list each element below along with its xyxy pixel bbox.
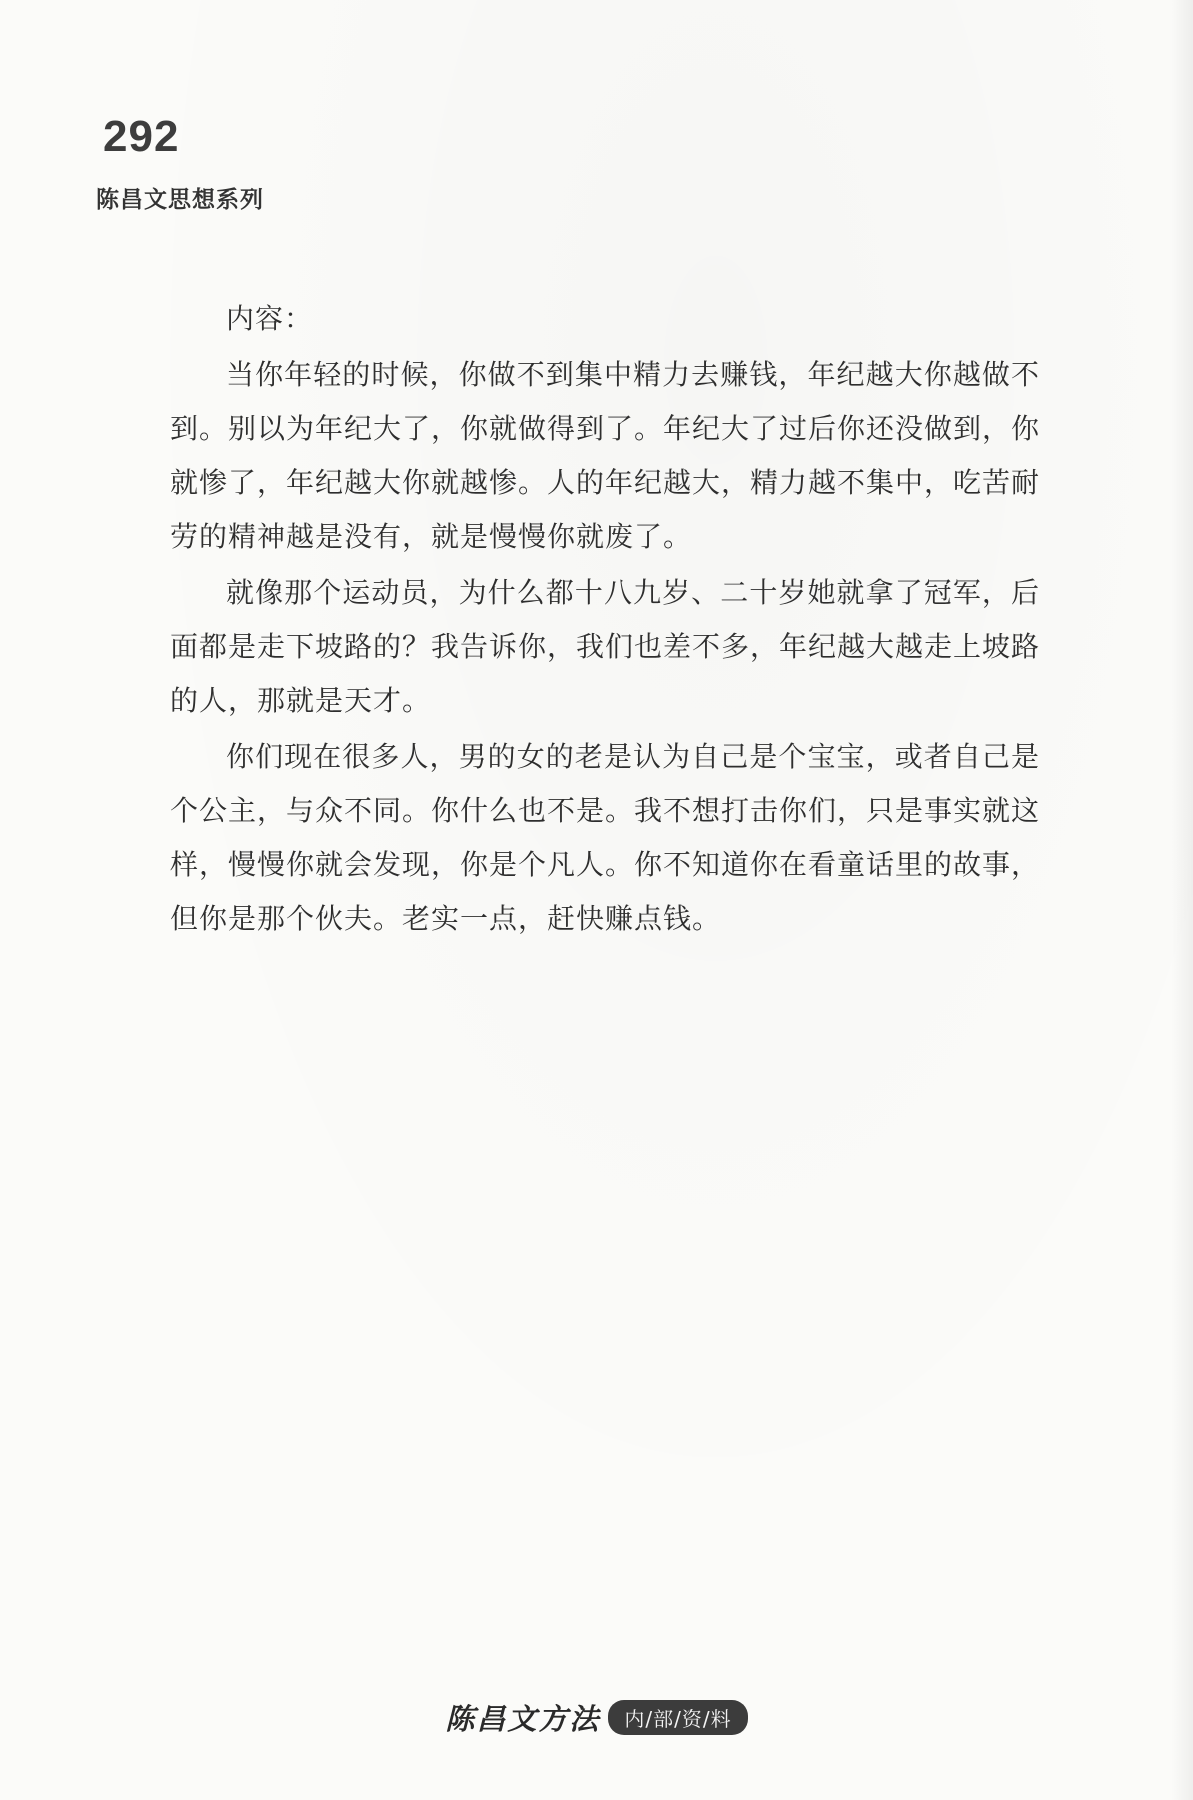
series-title: 陈昌文思想系列 [96, 187, 264, 213]
page-number: 292 [103, 112, 180, 161]
footer-brand: 陈昌文方法 [445, 1702, 601, 1736]
body-text [170, 292, 1040, 946]
paragraph: 就像那个运动员，为什么都十八九岁、二十岁她就拿了冠军，后面都是走下坡路的？我告诉你，我们也差不多，年纪越大越走上坡路的人，那就是天才。 [170, 576, 1041, 717]
internal-material-badge: 内/部/资/料 [608, 1700, 747, 1735]
page-footer [0, 1697, 1193, 1738]
page-edge-shadow [1171, 0, 1193, 1800]
paragraph: 你们现在很多人，男的女的老是认为自己是个宝宝，或者自己是个公主，与众不同。你什么也不是。我不想打击你们，只是事实就这样，慢慢你就会发现，你是个凡人。你不知道你在看童话里的故事，但你是那个伙夫。老实一点，赶快赚点钱。 [170, 740, 1041, 935]
content-label: 内容： [226, 302, 314, 335]
paragraph: 当你年轻的时候，你做不到集中精力去赚钱，年纪越大你越做不到。别以为年纪大了，你就做得到了。年纪大了过后你还没做到，你就惨了，年纪越大你就越惨。人的年纪越大，精力越不集中，吃苦耐劳的精神越是没有，就是慢慢你就废了。 [170, 358, 1041, 553]
